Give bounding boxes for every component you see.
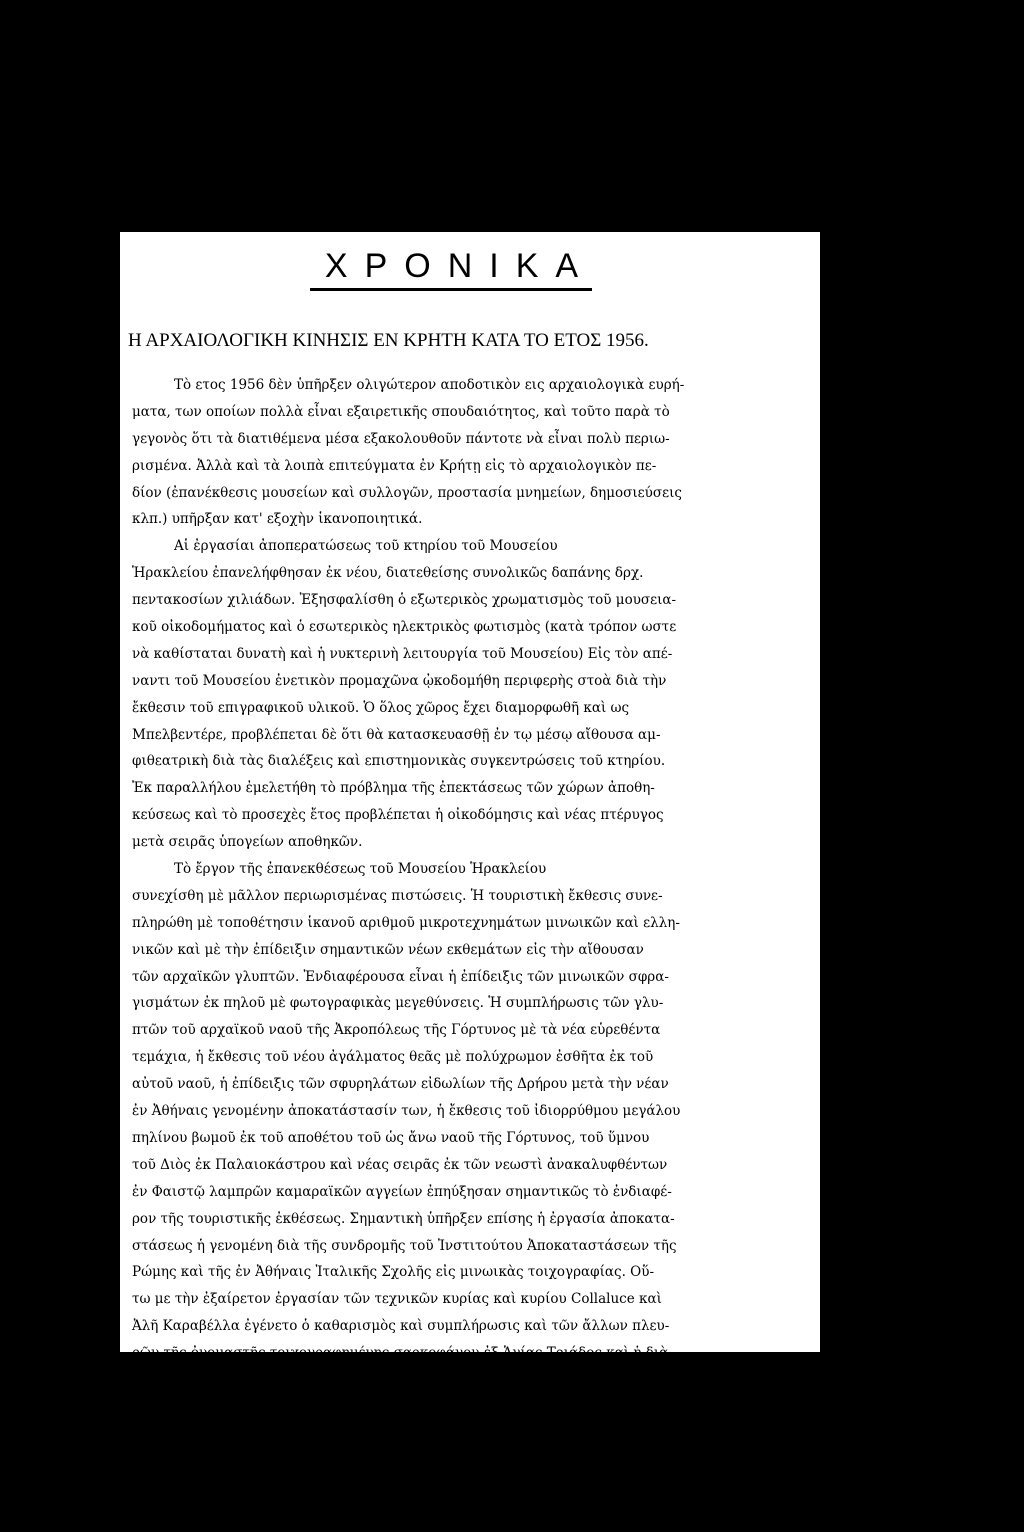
text-line: μετὰ σειρᾶς ὑπογείων αποθηκῶν. xyxy=(132,834,363,851)
text-line: νικῶν καὶ μὲ τὴν ἐπίδειξιν σημαντικῶν νέων εκθεμάτων εἰς τὴν αἴθουσαν xyxy=(132,941,644,958)
text-line: Τὸ ἔργον τῆς ἐπανεκθέσεως τοῦ Μουσείου Ἡρακλείου xyxy=(174,861,547,878)
text-line: συνεχίσθη μὲ μᾶλλον περιωρισμένας πιστώσεις. Ἡ τουριστικὴ ἔκθεσις συνε- xyxy=(132,887,663,904)
text-line: Τὸ ετος 1956 δὲν ὑπῆρξεν ολιγώτερον αποδοτικὸν εις αρχαιολογικὰ ευρή- xyxy=(174,377,685,393)
text-line: Ἀλῆ Καραβέλλα ἐγένετο ὁ καθαρισμὸς καὶ συμπλήρωσις καὶ τῶν ἄλλων πλευ- xyxy=(132,1318,670,1335)
text-line: πηλίνου βωμοῦ ἐκ τοῦ αποθέτου τοῦ ὡς ἄνω ναοῦ τῆς Γόρτυνος, τοῦ ὕμνου xyxy=(132,1129,650,1146)
text-line: αὐτοῦ ναοῦ, ἡ ἐπίδειξις τῶν σφυρηλάτων εἰδωλίων τῆς Δρήρου μετὰ τὴν νέαν xyxy=(132,1076,669,1093)
text-line: νὰ καθίσταται δυνατὴ καὶ ἡ νυκτερινὴ λειτουργία τοῦ Μουσείου) Εἰς τὸν απέ- xyxy=(132,645,673,662)
text-line: Ἐκ παραλλήλου ἐμελετήθη τὸ πρόβλημα τῆς ἐπεκτάσεως τῶν χώρων ἀποθη- xyxy=(132,780,655,797)
text-line: Ρώμης καὶ τῆς ἐν Ἀθήναις Ἰταλικῆς Σχολῆς εἰς μινωικὰς τοιχογραφίας. Οὕ- xyxy=(132,1264,655,1281)
text-line: νέας ὅλως μεθόδου ἀνασύνθεσις τῆς τοιχογραφίας τοῦ Βωμοῦ μὲ τὰ Ἄνθη ἐξ xyxy=(132,1371,661,1388)
text-line: φιθεατρικὴ διὰ τὰς διαλέξεις καὶ επιστημονικὰς συγκεντρώσεις τοῦ κτηρίου. xyxy=(132,753,666,770)
text-line: πληρώθη μὲ τοποθέτησιν ἱκανοῦ αριθμοῦ μικροτεχνημάτων μινωικῶν καὶ ελλη- xyxy=(132,914,680,931)
text-line: κεύσεως καὶ τὸ προσεχὲς ἔτος προβλέπεται ἡ οἰκοδόμησις καὶ νέας πτέρυγος xyxy=(132,807,664,824)
text-line: τοῦ Διὸς ἐκ Παλαιοκάστρου καὶ νέας σειρᾶς ἐκ τῶν νεωστὶ ἀνακαλυφθέντων xyxy=(132,1156,668,1173)
text-line: ματα, των οποίων πολλὰ εἶναι εξαιρετικῆς σπουδαιότητος, καὶ τοῦτο παρὰ τὸ xyxy=(132,403,670,420)
text-line: τω με τὴν ἐξαίρετον ἐργασίαν τῶν τεχνικῶν κυρίας καὶ κυρίου Collaluce καὶ xyxy=(132,1291,662,1308)
text-line: γισμάτων ἐκ πηλοῦ μὲ φωτογραφικὰς μεγεθύνσεις. Ἡ συμπλήρωσις τῶν γλυ- xyxy=(132,995,664,1012)
text-line: Μπελβεντέρε, προβλέπεται δὲ ὅτι θὰ κατασκευασθῇ ἐν τῳ μέσῳ αἴθουσα αμ- xyxy=(132,726,661,743)
document-page xyxy=(120,232,820,1442)
text-line: Αἱ ἐργασίαι ἀποπερατώσεως τοῦ κτηρίου τοῦ Μουσείου xyxy=(174,538,558,555)
text-line: πεντακοσίων χιλιάδων. Ἐξησφαλίσθη ὁ εξωτερικὸς χρωματισμὸς τοῦ μουσεια- xyxy=(132,592,677,609)
text-line: Ἀμνισοῦ. Προπαρεσκευάσθη δὲ ἡ ἀποκατάστασις τοῦ τοιχογραφήματος απεδέ- xyxy=(132,1398,674,1415)
page-title: ΧΡΟΝΙΚΑ xyxy=(324,247,596,285)
text-line: πτῶν τοῦ αρχαϊκοῦ ναοῦ τῆς Ἀκροπόλεως τῆς Γόρτυνος μὲ τὰ νέα εὑρεθέντα xyxy=(132,1022,661,1039)
text-line: κοῦ οἰκοδομήματος καὶ ὁ εσωτερικὸς ηλεκτρικὸς φωτισμὸς (κατὰ τρόπον ωστε xyxy=(132,619,677,636)
text-line: ἐν Ἀθήναις γενομένην ἀποκατάστασίν των, ἡ ἔκθεσις τοῦ ἰδιορρύθμου μεγάλου xyxy=(132,1103,681,1120)
text-line: δίον (ἐπανέκθεσις μουσείων καὶ συλλογῶν, προστασία μνημείων, δημοσιεύσεις xyxy=(132,484,682,501)
title-underline xyxy=(310,288,592,291)
text-line: γεγονὸς ὅτι τὰ διατιθέμενα μέσα εξακολουθοῦν πάντοτε νὰ εἶναι πολὺ περιω- xyxy=(132,430,670,447)
text-line: στάσεως ἡ γενομένη διὰ τῆς συνδρομῆς τοῦ Ἰνστιτούτου Ἀποκαταστάσεων τῆς xyxy=(132,1237,677,1254)
text-line: κλπ.) υπῆρξαν κατ' εξοχὴν ἱκανοποιητικά. xyxy=(132,511,423,528)
text-line: ἐν Φαιστῷ λαμπρῶν καμαραϊκῶν αγγείων ἐπηύξησαν σημαντικῶς τὸ ἐνδιαφέ- xyxy=(132,1183,672,1200)
text-line: ἔκθεσιν τοῦ επιγραφικοῦ υλικοῦ. Ὁ ὅλος χῶρος ἔχει διαμορφωθῆ καὶ ως xyxy=(132,699,630,716)
text-line: τῶν αρχαϊκῶν γλυπτῶν. Ἐνδιαφέρουσα εἶναι ἡ ἐπίδειξις τῶν μινωικῶν σφρα- xyxy=(132,968,669,985)
text-line: δου μὲ τοὺς δελφίνας τοῦ προερχομένου ἐκ τοῦ Ἱεροῦ μετὰ θρανίου τῆς Ἁγ. xyxy=(132,1425,650,1442)
text-line: ρισμένα. Ἀλλὰ καὶ τὰ λοιπὰ επιτεύγματα ἐν Κρήτῃ εἰς τὸ αρχαιολογικὸν πε- xyxy=(132,457,657,474)
text-line: ναντι τοῦ Μουσείου ἐνετικὸν προμαχῶνα ᾠκοδομήθη περιφερὴς στοὰ διὰ τὴν xyxy=(132,672,667,689)
body-text xyxy=(120,372,820,1448)
text-line: Ἡρακλείου ἐπανελήφθησαν ἐκ νέου, διατεθείσης συνολικῶς δαπάνης δρχ. xyxy=(132,565,644,582)
text-line: τεμάχια, ἡ ἔκθεσις τοῦ νέου ἀγάλματος θεᾶς μὲ πολύχρωμον ἐσθῆτα ἐκ τοῦ xyxy=(132,1049,654,1066)
section-heading: Η ΑΡΧΑΙΟΛΟΓΙΚΗ ΚΙΝΗΣΙΣ ΕΝ ΚΡΗΤΗ ΚΑΤΑ ΤΟ ΕΤΟΣ 1956. xyxy=(128,330,649,351)
text-line: ρῶν τῆς ὀνομαστῆς τοιχογραφημένης σαρκοφάγου ἐξ Ἁγίας Τριάδος καὶ ἡ διὰ xyxy=(132,1345,669,1362)
text-line: ρον τῆς τουριστικῆς ἐκθέσεως. Σημαντικὴ ὑπῆρξεν επίσης ἡ ἐργασία ἀποκατα- xyxy=(132,1210,675,1227)
